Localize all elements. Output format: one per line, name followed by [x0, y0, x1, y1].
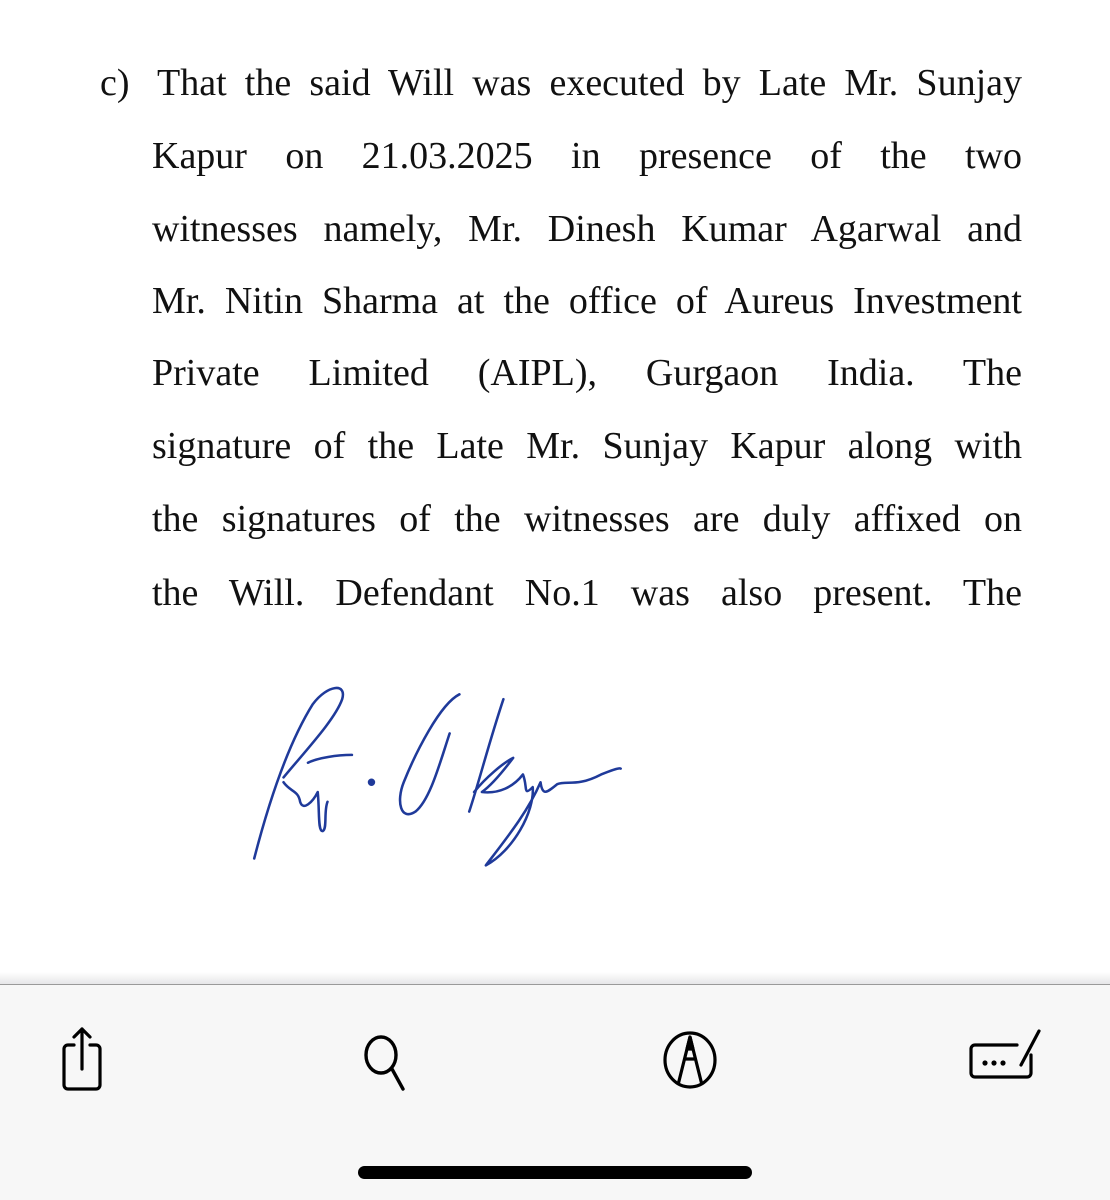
share-button[interactable]	[47, 1025, 117, 1095]
text-line: the signatures of the witnesses are duly affixed on	[152, 498, 1022, 540]
item-label: c)	[100, 62, 130, 104]
search-button[interactable]	[350, 1025, 420, 1095]
signature-button[interactable]	[965, 1025, 1045, 1095]
home-indicator[interactable]	[358, 1166, 752, 1179]
markup-button[interactable]	[655, 1025, 725, 1095]
text-line: Private Limited (AIPL), Gurgaon India. The	[152, 352, 1022, 394]
text-line: Kapur on 21.03.2025 in presence of the two	[152, 135, 1022, 177]
text-line: witnesses namely, Mr. Dinesh Kumar Agarwal and	[152, 208, 1022, 250]
search-icon	[355, 1025, 415, 1095]
signature-icon	[965, 1025, 1045, 1095]
text-line: Mr. Nitin Sharma at the office of Aureus Investment	[152, 280, 1022, 322]
toolbar-divider	[0, 972, 1110, 985]
handwritten-signature	[225, 665, 645, 880]
text-line: That the said Will was executed by Late Mr. Sunjay	[157, 62, 1022, 104]
text-line: signature of the Late Mr. Sunjay Kapur along with	[152, 425, 1022, 467]
share-icon	[52, 1025, 112, 1095]
text-line: the Will. Defendant No.1 was also present. The	[152, 572, 1022, 614]
markup-icon	[658, 1025, 722, 1095]
